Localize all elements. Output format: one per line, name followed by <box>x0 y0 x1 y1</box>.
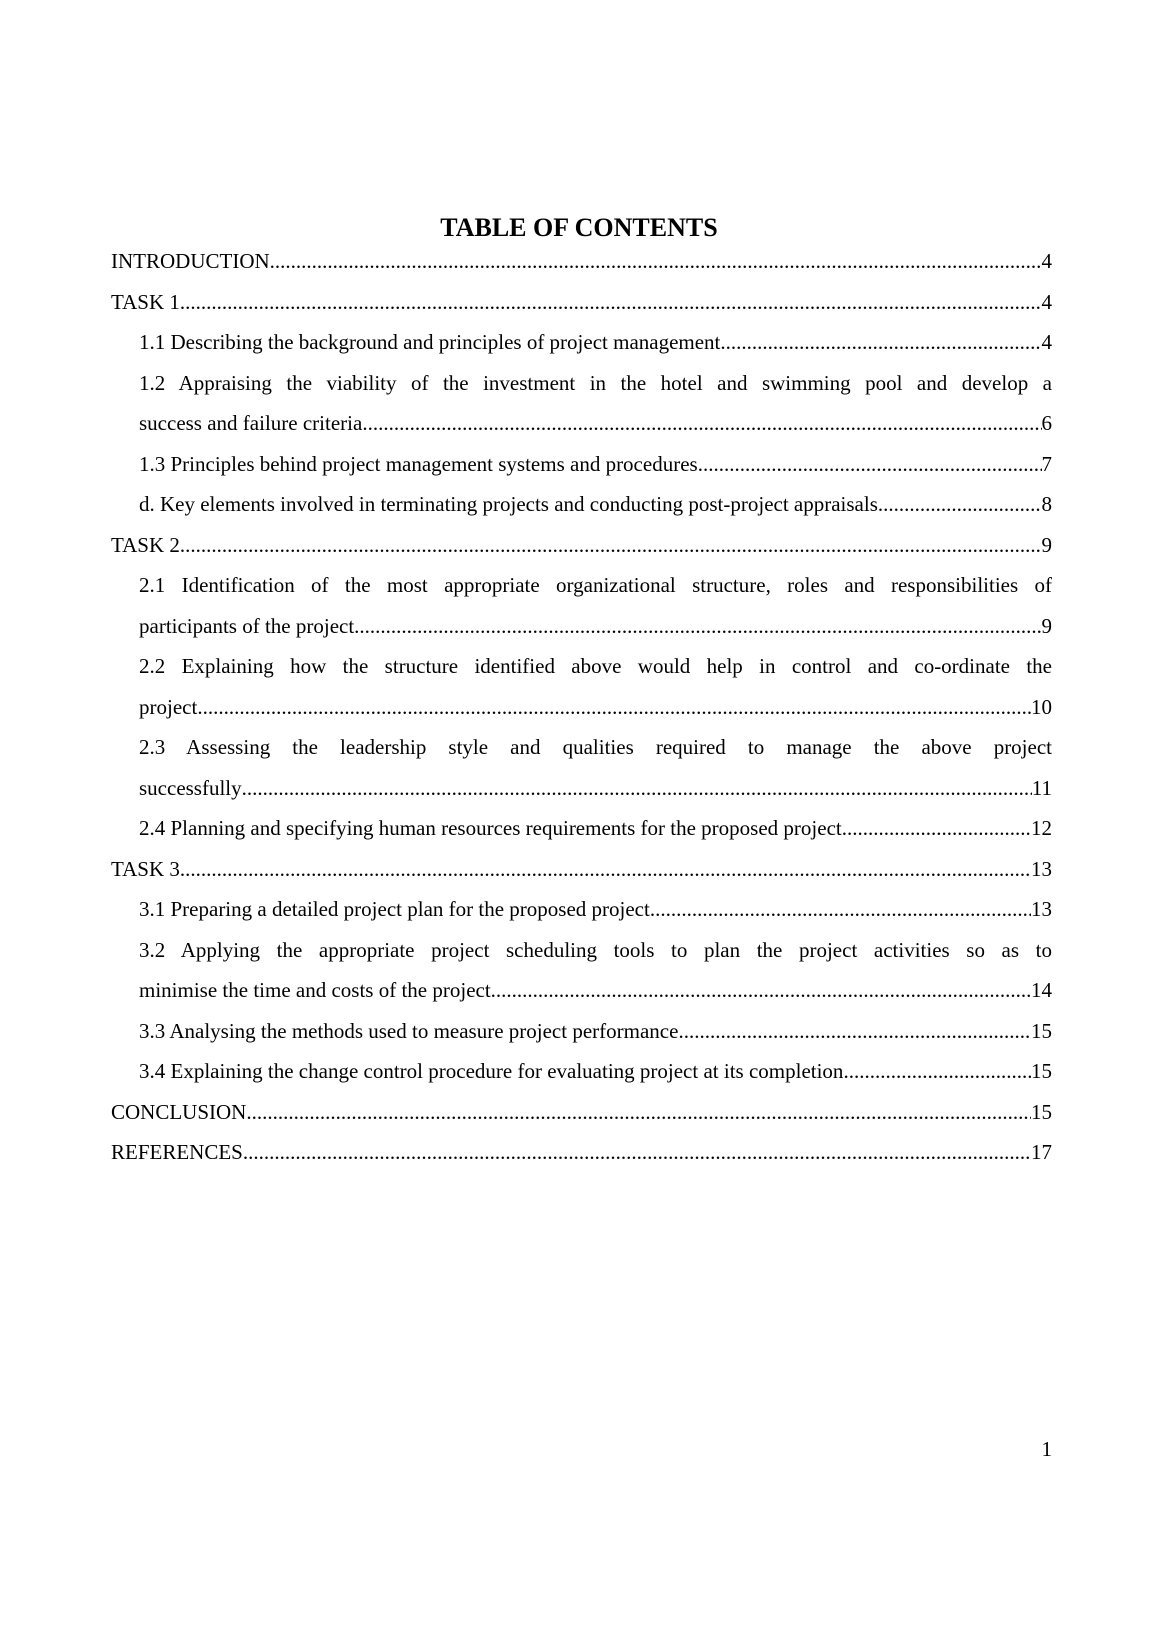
toc-entry-page: 10 <box>1031 694 1052 719</box>
toc-entry-line <box>139 444 1052 485</box>
toc-entry-label: d. Key elements involved in terminating projects and conducting post-project appraisals <box>139 492 878 516</box>
toc-entry-line <box>111 1132 1052 1173</box>
toc-entry-label: 2.3 Assessing the leadership style and qualities required to manage the above project <box>139 735 1052 759</box>
toc-entry-label: 3.1 Preparing a detailed project plan for the proposed project <box>139 897 650 921</box>
toc-entry-page: 14 <box>1031 978 1052 1002</box>
toc-entry[interactable] <box>111 930 1052 1011</box>
toc-entry-label-continued: success and failure criteria <box>139 411 363 435</box>
toc-entry-page: 4 <box>1041 289 1052 314</box>
toc-entry-label-continued: participants of the project <box>139 613 355 638</box>
toc-entry-page: 6 <box>1041 411 1052 435</box>
dot-leader <box>242 768 1032 809</box>
toc-entry[interactable] <box>111 808 1052 849</box>
dot-leader <box>698 444 1042 485</box>
toc-entry-line <box>139 768 1052 809</box>
toc-entry[interactable] <box>111 525 1052 566</box>
toc-title: TABLE OF CONTENTS <box>440 213 718 242</box>
toc-entry-line <box>139 322 1052 363</box>
toc-entry[interactable] <box>111 282 1052 323</box>
toc-entry-label: INTRODUCTION <box>111 249 270 273</box>
toc-entry-page: 15 <box>1031 1099 1052 1124</box>
toc-entry-line <box>111 849 1052 890</box>
toc-entry-page: 13 <box>1031 856 1052 881</box>
toc-entry-label: 3.2 Applying the appropriate project scheduling tools to plan the project activities so as to <box>139 937 1052 962</box>
toc-entry-line <box>139 1011 1052 1052</box>
toc-entry-line <box>139 1051 1052 1092</box>
toc-entry[interactable] <box>111 565 1052 646</box>
toc-entry[interactable] <box>111 484 1052 525</box>
dot-leader <box>246 1092 1031 1133</box>
toc-entry[interactable] <box>111 363 1052 444</box>
toc-entry-label-continued: successfully <box>139 775 242 800</box>
dot-leader <box>180 525 1042 566</box>
toc-entry-line <box>111 525 1052 566</box>
toc-entry-page: 4 <box>1041 249 1052 273</box>
toc-entry-label: 1.1 Describing the background and principles of project management <box>139 330 721 354</box>
toc-entry[interactable] <box>111 322 1052 363</box>
toc-entry-label: 3.3 Analysing the methods used to measure project performance <box>139 1018 679 1043</box>
toc-entry-page: 11 <box>1031 775 1052 800</box>
dot-leader <box>491 970 1031 1011</box>
toc-entry[interactable] <box>111 1011 1052 1052</box>
dot-leader <box>362 403 1041 444</box>
toc-entry-label: 2.4 Planning and specifying human resources requirements for the proposed project <box>139 816 842 840</box>
toc-entry-label: TASK 1 <box>111 289 180 314</box>
toc-entry[interactable] <box>111 241 1052 282</box>
dot-leader <box>878 484 1042 525</box>
toc-entry-label-continued: project <box>139 694 198 719</box>
toc-entry[interactable] <box>111 1092 1052 1133</box>
dot-leader <box>243 1132 1031 1173</box>
dot-leader <box>197 687 1031 728</box>
dot-leader <box>354 606 1041 647</box>
toc-entry[interactable] <box>111 727 1052 808</box>
toc-entry-line <box>139 484 1052 525</box>
toc-list <box>111 241 1052 1173</box>
toc-entry-page: 8 <box>1041 492 1052 516</box>
toc-entry[interactable] <box>111 444 1052 485</box>
toc-entry-line <box>111 1092 1052 1133</box>
toc-entry-line <box>139 403 1052 444</box>
toc-entry-label: TASK 3 <box>111 856 180 881</box>
toc-entry-page: 15 <box>1031 1059 1052 1083</box>
toc-entry-label: CONCLUSION <box>111 1099 247 1124</box>
dot-leader <box>843 1051 1031 1092</box>
toc-entry-page: 9 <box>1041 532 1052 557</box>
toc-entry-label: 1.2 Appraising the viability of the investment in the hotel and swimming pool and develop a <box>139 370 1052 395</box>
page-number: 1 <box>1041 1437 1052 1461</box>
toc-entry[interactable] <box>111 1132 1052 1173</box>
dot-leader <box>180 282 1042 323</box>
toc-entry-label: 2.1 Identification of the most appropriate organizational structure, roles and responsibilities of <box>139 573 1052 597</box>
toc-entry-label-continued: minimise the time and costs of the project <box>139 978 491 1002</box>
toc-entry-page: 9 <box>1041 613 1052 638</box>
dot-leader <box>180 849 1031 890</box>
toc-entry-label: REFERENCES <box>111 1140 243 1164</box>
dot-leader <box>678 1011 1031 1052</box>
toc-entry-label: 2.2 Explaining how the structure identified above would help in control and co-ordinate the <box>139 654 1052 678</box>
toc-entry-line <box>111 241 1052 282</box>
toc-entry-label: TASK 2 <box>111 532 180 557</box>
dot-leader <box>650 889 1031 930</box>
toc-entry-label: 3.4 Explaining the change control procedure for evaluating project at its completion <box>139 1059 844 1083</box>
toc-entry-page: 7 <box>1041 451 1052 476</box>
toc-entry[interactable] <box>111 849 1052 890</box>
toc-entry-line <box>139 687 1052 728</box>
toc-entry-line <box>111 282 1052 323</box>
toc-entry-line <box>139 808 1052 849</box>
toc-entry[interactable] <box>111 889 1052 930</box>
toc-entry-line <box>139 970 1052 1011</box>
dot-leader <box>842 808 1031 849</box>
toc-entry-line <box>139 889 1052 930</box>
toc-entry-page: 13 <box>1031 897 1052 921</box>
dot-leader <box>270 241 1042 282</box>
toc-entry[interactable] <box>111 646 1052 727</box>
toc-entry-page: 17 <box>1031 1140 1052 1164</box>
toc-entry[interactable] <box>111 1051 1052 1092</box>
toc-entry-page: 4 <box>1041 330 1052 354</box>
toc-entry-page: 12 <box>1031 816 1052 840</box>
dot-leader <box>720 322 1041 363</box>
toc-entry-line <box>139 606 1052 647</box>
toc-entry-page: 15 <box>1031 1018 1052 1043</box>
toc-entry-label: 1.3 Principles behind project management systems and procedures <box>139 451 698 476</box>
